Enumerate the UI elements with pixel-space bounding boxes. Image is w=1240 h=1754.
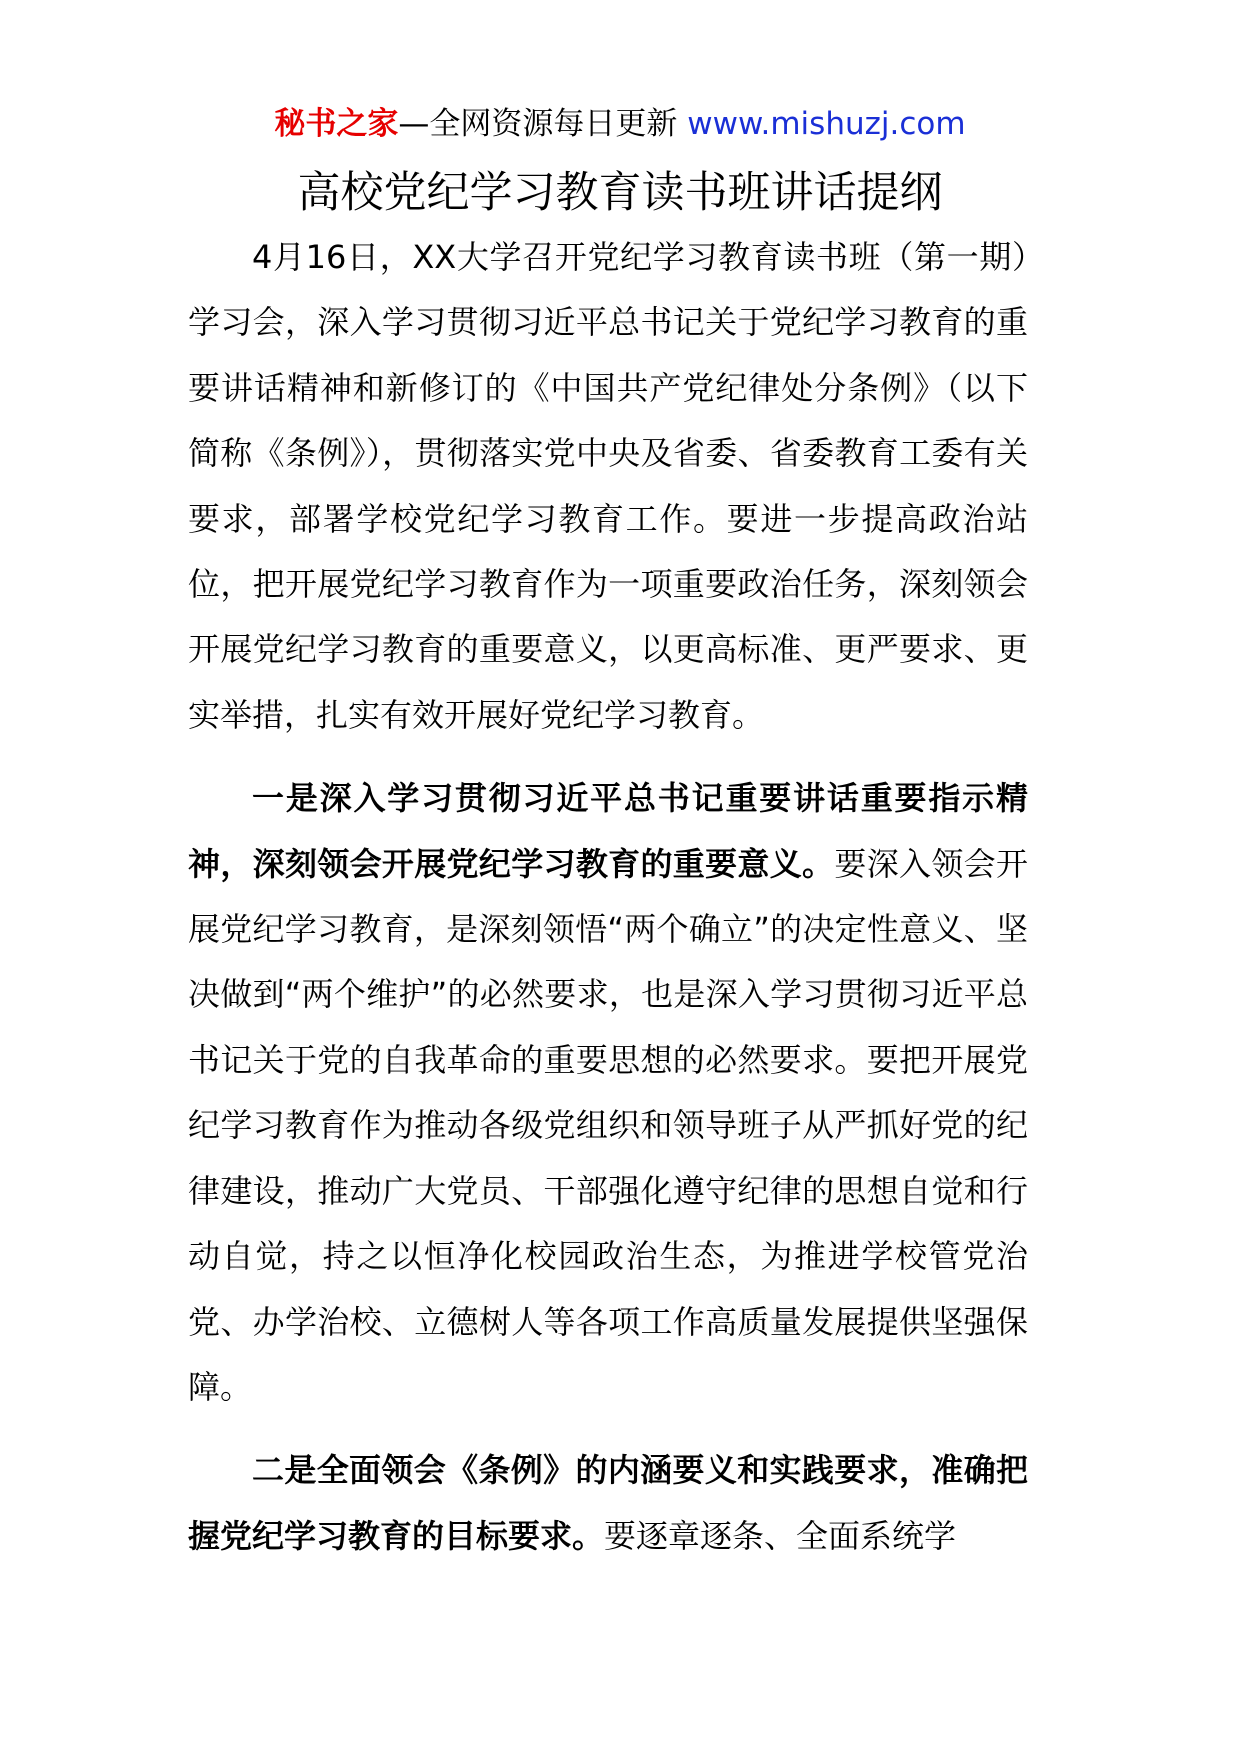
document-title: 高校党纪学习教育读书班讲话提纲 (297, 168, 943, 218)
paragraph-lead: 一是深入学习贯彻习近平总书记重要讲话重要指示精神，深刻领会开展党纪学习教育的重要意义。 (188, 779, 1028, 883)
header-slogan: —全网资源每日更新 (398, 106, 678, 142)
paragraph-text: 要深入领会开展党纪学习教育，是深刻领悟“两个确立”的决定性意义、坚决做到“两个维护”的必然要求，也是深入学习贯彻习近平总书记关于党的自我革命的重要思想的必然要求。要把开展党纪学习教育作为推动各级党组织和领导班子从严抓好党的纪律建设，推动广大党员、干部强化遵守纪律的思想自觉和行动自觉，持之以恒净化校园政治生态，为推进学校管党治党、办学治校、立德树人等各项工作高质量发展提供坚强保障。 (188, 844, 1028, 1406)
paragraph-point-two (188, 1438, 1028, 1569)
watermark-header (0, 100, 1240, 148)
brand-name: 秘书之家 (274, 106, 399, 142)
paragraph-point-one (188, 766, 1028, 1420)
header-url[interactable]: www.mishuzj.com (687, 106, 966, 142)
paragraph-lead: 二是全面领会《条例》的内涵要义和实践要求，准确把握党纪学习教育的目标要求。 (188, 1451, 1028, 1555)
paragraph-intro (188, 225, 1028, 748)
paragraph-text: 4月16日，XX大学召开党纪学习教育读书班（第一期）学习会，深入学习贯彻习近平总书记关于党纪学习教育的重要讲话精神和新修订的《中国共产党纪律处分条例》（以下简称《条例》），贯彻落实党中央及省委、省委教育工委有关要求，部署学校党纪学习教育工作。要进一步提高政治站位，把开展党纪学习教育作为一项重要政治任务，深刻领会开展党纪学习教育的重要意义，以更高标准、更严要求、更实举措，扎实有效开展好党纪学习教育。 (188, 238, 1028, 734)
document-body (188, 225, 1028, 1569)
paragraph-text: 要逐章逐条、全面系统学 (604, 1516, 957, 1555)
